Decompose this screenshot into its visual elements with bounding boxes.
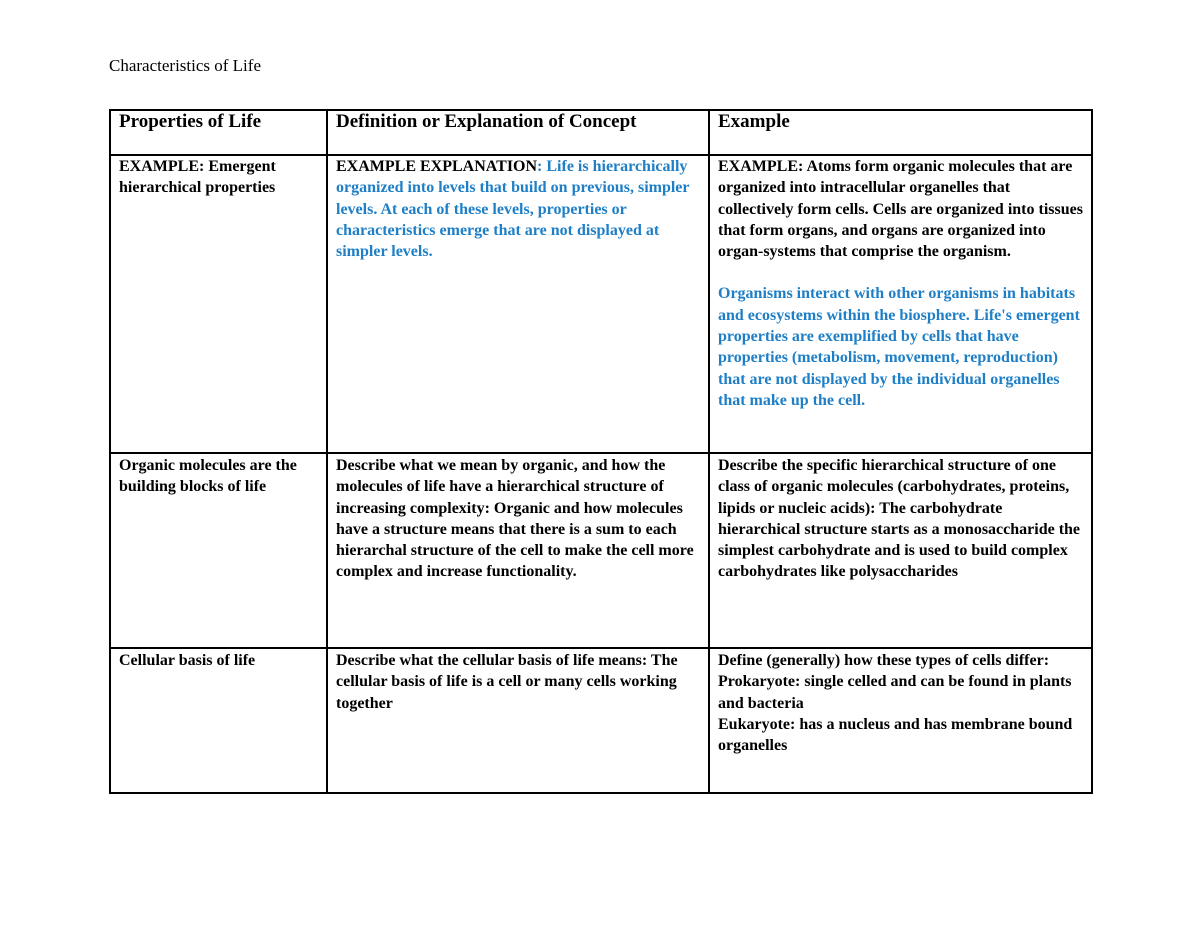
characteristics-table — [109, 109, 1093, 794]
definition-colon: : — [537, 158, 543, 175]
document-title: Characteristics of Life — [109, 56, 261, 75]
table-header-row — [110, 110, 1092, 155]
table-row — [110, 155, 1092, 453]
definition-cell — [327, 648, 709, 793]
header-definition: Definition or Explanation of Concept — [327, 110, 709, 155]
example-cell — [709, 648, 1092, 793]
property-cell — [110, 648, 327, 793]
definition-text: Life is hierarchically organized into levels that build on previous, simpler levels. At each of these levels, properties or characteristics emerge that are not displayed at simpler levels. — [336, 158, 690, 261]
table-row — [110, 453, 1092, 648]
header-properties: Properties of Life — [110, 110, 327, 155]
definition-text: Describe what the cellular basis of life means: The cellular basis of life is a cell or many cells working together — [336, 652, 678, 712]
definition-cell — [327, 453, 709, 648]
example-line: Eukaryote: has a nucleus and has membrane bound organelles — [718, 715, 1073, 755]
definition-prefix: EXAMPLE EXPLANATION — [336, 158, 538, 175]
example-text-blue: Organisms interact with other organisms in habitats and ecosystems within the biosphere. Life's emergent properties are exemplified by cells that have properties (metabolism, movement, reproduction) that are not displayed by the individual organelles that make up the cell. — [718, 285, 1080, 409]
example-text: Describe the specific hierarchical structure of one class of organic molecules (carbohydrates, proteins, lipids or nucleic acids): The carbohydrate hierarchical structure starts as a monosaccharide the simplest carbohydrate and is used to build complex carbohydrates like polysaccharides — [718, 457, 1081, 581]
property-text: Organic molecules are the building blocks of life — [119, 457, 297, 496]
definition-text: Describe what we mean by organic, and how the molecules of life have a hierarchical structure of increasing complexity: Organic and how molecules have a structure means that there is a sum to each hierarchal structure of the cell to make the cell more complex and increase functionality. — [336, 457, 694, 581]
example-line: Define (generally) how these types of cells differ: — [718, 652, 1050, 669]
example-cell — [709, 453, 1092, 648]
property-text: Cellular basis of life — [119, 652, 256, 669]
example-text: EXAMPLE: Atoms form organic molecules that are organized into intracellular organelles that collectively form cells. Cells are organized into tissues that form organs, and organs are organized into organ-systems that comprise the organism. — [718, 158, 1083, 261]
definition-cell — [327, 155, 709, 453]
paragraph-spacer — [718, 262, 1087, 283]
property-cell — [110, 453, 327, 648]
example-line: Prokaryote: single celled and can be found in plants and bacteria — [718, 673, 1072, 712]
property-cell — [110, 155, 327, 453]
header-example: Example — [709, 110, 1092, 155]
property-text: EXAMPLE: Emergent hierarchical properties — [119, 158, 276, 197]
example-cell — [709, 155, 1092, 453]
table-row — [110, 648, 1092, 793]
